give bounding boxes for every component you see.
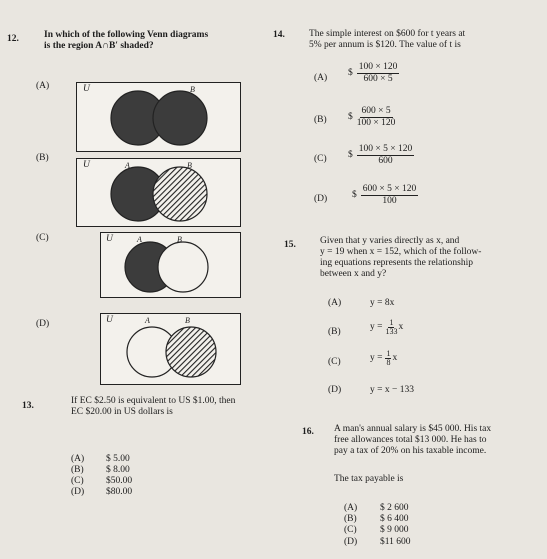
- q13-option-b-value: $ 8.00: [106, 465, 130, 475]
- q14-option-b-denominator: 100 × 120: [356, 118, 396, 128]
- q12-venn-b-set-b: B: [187, 161, 192, 170]
- q12-option-a-label: (A): [36, 81, 50, 91]
- q12-venn-a-set-a: A: [123, 85, 128, 94]
- q12-venn-c-set-a: A: [137, 235, 142, 244]
- q12-venn-d-set-a: A: [145, 316, 150, 325]
- q16-text-line4: The tax payable is: [334, 474, 404, 484]
- q14-option-b-expression: [348, 106, 395, 129]
- q12-text-line2: is the region A∩B′ shaded?: [44, 41, 154, 51]
- q15-text-line4: between x and y?: [320, 269, 387, 279]
- q12-venn-c: [100, 232, 241, 298]
- q15-option-b-equation: [370, 319, 403, 336]
- q14-option-a-dollar: $: [348, 68, 353, 78]
- q15-option-c-numerator: 1: [386, 349, 391, 358]
- q13-option-c-value: $50.00: [106, 476, 133, 486]
- q14-option-d-label: (D): [314, 194, 328, 204]
- q16-text-line1: A man's annual salary is $45 000. His tax: [334, 424, 492, 434]
- q13-option-d-label: (D): [71, 487, 85, 497]
- q14-number: 14.: [273, 30, 285, 40]
- q13-option-b-label: (B): [71, 465, 84, 475]
- q13-option-d-value: $80.00: [106, 487, 133, 497]
- q12-venn-b-u: U: [83, 160, 90, 170]
- q15-option-c-denominator: 8: [386, 358, 391, 367]
- q14-option-b-numerator: 600 × 5: [361, 106, 391, 116]
- q12-venn-a-set-b: B: [190, 85, 195, 94]
- q13-text-line1: If EC $2.50 is equivalent to US $1.00, then: [71, 396, 236, 406]
- q14-option-a-expression: [348, 62, 399, 85]
- q14-option-c-denominator: 600: [378, 156, 393, 166]
- q15-option-b-denominator: 133: [385, 327, 398, 336]
- q15-option-c-equation: [370, 350, 397, 367]
- q16-number: 16.: [302, 427, 314, 437]
- q14-option-c-expression: [348, 144, 414, 167]
- q12-venn-a: [76, 82, 241, 152]
- q15-option-b-variable: x: [398, 322, 404, 332]
- q12-option-c-label: (C): [36, 233, 49, 243]
- q15-text-line1: Given that y varies directly as x, and: [320, 236, 460, 246]
- q14-option-a-denominator: 600 × 5: [363, 74, 393, 84]
- q15-option-a-equation: y = 8x: [370, 298, 395, 308]
- q12-text-line1: In which of the following Venn diagrams: [44, 30, 209, 40]
- q13-number: 13.: [22, 401, 34, 411]
- q14-option-b-dollar: $: [348, 112, 353, 122]
- q12-venn-b-set-a: A: [125, 161, 130, 170]
- q15-option-b-label: (B): [328, 327, 341, 337]
- q15-text-line2: y = 19 when x = 152, which of the follow-: [320, 247, 482, 257]
- q15-option-c-label: (C): [328, 357, 341, 367]
- q14-option-c-label: (C): [314, 154, 327, 164]
- q16-option-a-value: $ 2 600: [380, 503, 409, 513]
- q13-option-a-value: $ 5.00: [106, 454, 130, 464]
- q15-option-c-variable: x: [392, 353, 398, 363]
- q15-option-a-label: (A): [328, 298, 342, 308]
- q14-option-d-numerator: 600 × 5 × 120: [362, 184, 417, 194]
- q14-option-c-dollar: $: [348, 150, 353, 160]
- q13-option-a-label: (A): [71, 454, 85, 464]
- q16-text-line2: free allowances total $13 000. He has to: [334, 435, 487, 445]
- q12-venn-d: [100, 313, 241, 385]
- q12-venn-c-set-b: B: [177, 235, 182, 244]
- q14-option-d-expression: [352, 184, 418, 207]
- q12-number: 12.: [7, 34, 19, 44]
- q15-option-d-equation: y = x − 133: [370, 385, 414, 395]
- q14-option-b-label: (B): [314, 115, 327, 125]
- q15-text-line3: ing equations represents the relationship: [320, 258, 474, 268]
- q16-option-c-label: (C): [344, 525, 357, 535]
- q14-option-d-dollar: $: [352, 190, 357, 200]
- q16-option-c-value: $ 9 000: [380, 525, 409, 535]
- q16-option-b-label: (B): [344, 514, 357, 524]
- q13-option-c-label: (C): [71, 476, 84, 486]
- q12-venn-d-set-b: B: [185, 316, 190, 325]
- q14-text-line2: 5% per annum is $120. The value of t is: [309, 40, 461, 50]
- q14-option-c-numerator: 100 × 5 × 120: [358, 144, 413, 154]
- q14-text-line1: The simple interest on $600 for t years at: [309, 29, 466, 39]
- q16-option-a-label: (A): [344, 503, 358, 513]
- q12-venn-a-u: U: [83, 84, 90, 94]
- q16-option-d-value: $11 600: [380, 537, 411, 547]
- q15-number: 15.: [284, 240, 296, 250]
- q13-text-line2: EC $20.00 in US dollars is: [71, 407, 173, 417]
- q15-option-b-lhs: y =: [370, 322, 383, 332]
- q14-option-a-label: (A): [314, 73, 328, 83]
- q15-option-c-lhs: y =: [370, 353, 383, 363]
- q15-option-d-label: (D): [328, 385, 342, 395]
- q12-venn-d-u: U: [106, 315, 113, 325]
- q16-option-d-label: (D): [344, 537, 358, 547]
- q14-option-a-numerator: 100 × 120: [358, 62, 398, 72]
- q16-text-line3: pay a tax of 20% on his taxable income.: [334, 446, 487, 456]
- q12-venn-b: [76, 158, 241, 227]
- q16-option-b-value: $ 6 400: [380, 514, 409, 524]
- q14-option-d-denominator: 100: [382, 196, 397, 206]
- q12-option-b-label: (B): [36, 153, 49, 163]
- q12-venn-c-u: U: [106, 234, 113, 244]
- q12-option-d-label: (D): [36, 319, 50, 329]
- q15-option-b-numerator: 1: [389, 318, 394, 327]
